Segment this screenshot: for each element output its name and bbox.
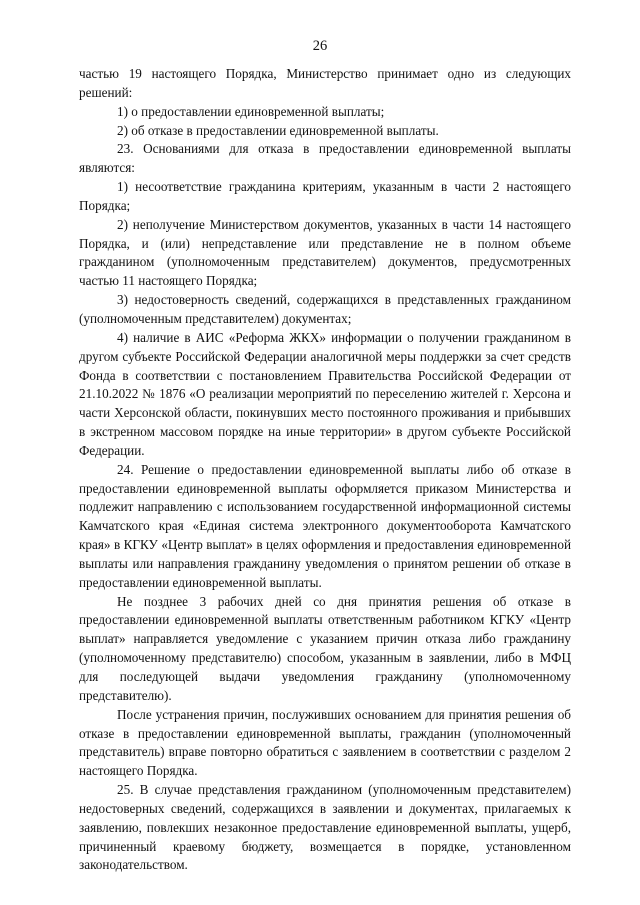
list-item-ground-3: 3) недостоверность сведений, содержащихся в представленных гражданином (уполномоченным представителем) документах; bbox=[79, 292, 571, 326]
list-item-ground-4: 4) наличие в АИС «Реформа ЖКХ» информации о получении гражданином в другом субъекте Российской Федерации аналогичной меры поддержки за счет средств Фонда в соответствии с постановлением Правительства Российской Федерации от 21.10.2022 № 1876 «О реализации мероприятий по переселению жителей г. Херсона и части Херсонской области, покинувших место постоянного проживания и прибывших в экстренном массовом порядке на иные территории» в другом субъекте Российской Федерации. bbox=[79, 329, 571, 458]
document-body bbox=[79, 65, 571, 875]
paragraph-continuation: частью 19 настоящего Порядка, Министерство принимает одно из следующих решений: bbox=[79, 66, 571, 100]
list-item-decision-refuse: 2) об отказе в предоставлении единовременной выплаты. bbox=[117, 122, 439, 138]
clause-23: 23. Основаниями для отказа в предоставлении единовременной выплаты являются: bbox=[79, 141, 571, 176]
paragraph-reapply: После устранения причин, послуживших основанием для принятия решения об отказе в предоставлении единовременной выплаты, гражданин (уполномоченный представитель) вправе повторно обратиться с заявлением в соответствии с разделом 2 настоящего Порядка. bbox=[79, 706, 571, 779]
list-item-decision-grant: 1) о предоставлении единовременной выплаты; bbox=[117, 103, 385, 119]
clause-24: 24. Решение о предоставлении единовременной выплаты либо об отказе в предоставлении единовременной выплаты оформляется приказом Министерства и подлежит направлению с использованием государственной информационной системы Камчатского края «Единая система электронного документооборота Камчатского края» в КГКУ «Центр выплат» в целях оформления и предоставления единовременной выплаты или направления гражданину уведомления о принятом решении об отказе в предоставлении единовременной выплаты. bbox=[79, 461, 571, 590]
page-number: 26 bbox=[312, 38, 328, 54]
clause-25: 25. В случае представления гражданином (уполномоченным представителем) недостоверных сведений, содержащихся в заявлении и документах, прилагаемых к заявлению, повлекших незаконное предоставление единовременной выплаты, ущерб, причиненный краевому бюджету, возмещается в порядке, установленном законодательством. bbox=[79, 782, 571, 873]
list-item-ground-1: 1) несоответствие гражданина критериям, указанным в части 2 настоящего Порядка; bbox=[79, 179, 571, 213]
paragraph-refusal-notice: Не позднее 3 рабочих дней со дня принятия решения об отказе в предоставлении единовременной выплаты ответственным работником КГКУ «Центр выплат» направляется уведомление с указанием причин отказа либо гражданину (уполномоченному представителю) способом, указанным в заявлении, либо в МФЦ для последующей выдачи уведомления гражданину (уполномоченному представителю). bbox=[79, 593, 571, 703]
list-item-ground-2: 2) неполучение Министерством документов, указанных в части 14 настоящего Порядка, и (или) непредставление или представление не в полном объеме гражданином (уполномоченным представителем) документов, предусмотренных частью 11 настоящего Порядка; bbox=[79, 216, 571, 289]
